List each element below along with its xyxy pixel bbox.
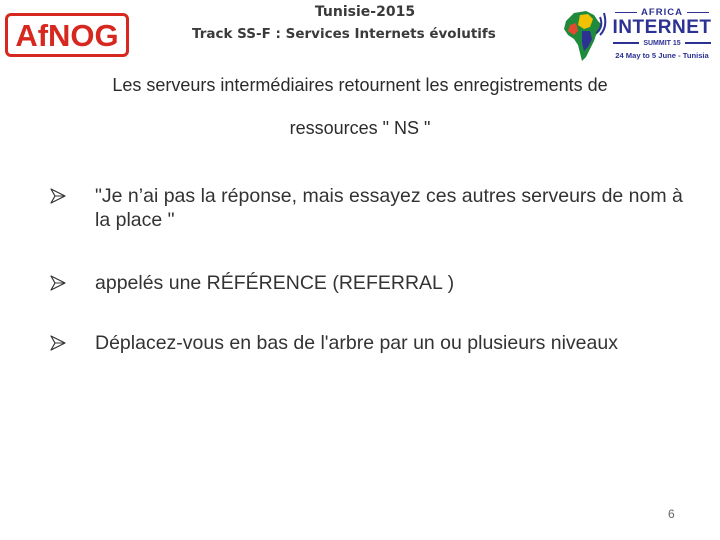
slide-title-line-2: ressources " NS "	[289, 118, 431, 138]
afnog-logo-text: AfNOG	[15, 17, 119, 53]
africa-map-icon	[560, 5, 608, 67]
arrowhead-bullet-icon	[50, 275, 66, 291]
ais-africa-label: AFRICA	[608, 7, 716, 18]
bullet-text: appelés une RÉFÉRENCE (REFERRAL )	[95, 272, 455, 294]
bullet-text: Déplacez-vous en bas de l'arbre par un ou plusieurs niveaux	[95, 332, 618, 354]
africa-internet-summit-logo	[560, 5, 718, 67]
ais-summit-label: SUMMIT 15	[608, 40, 716, 47]
arrowhead-bullet-icon	[50, 335, 66, 351]
slide-title-line-1: Les serveurs intermédiaires retournent les enregistrements de	[112, 75, 608, 95]
ais-internet-label: INTERNET	[612, 17, 712, 38]
arrowhead-bullet-icon	[50, 188, 66, 204]
page-number: 6	[668, 507, 675, 521]
bullet-text: "Je n’ai pas la réponse, mais essayez ces autres serveurs de nom à la place "	[95, 185, 683, 231]
header-track-name: Track SS-F : Services Internets évolutifs	[192, 26, 496, 42]
ais-dates-label: 24 May to 5 June - Tunisia	[615, 51, 709, 60]
header-event-name: Tunisie-2015	[314, 4, 416, 20]
